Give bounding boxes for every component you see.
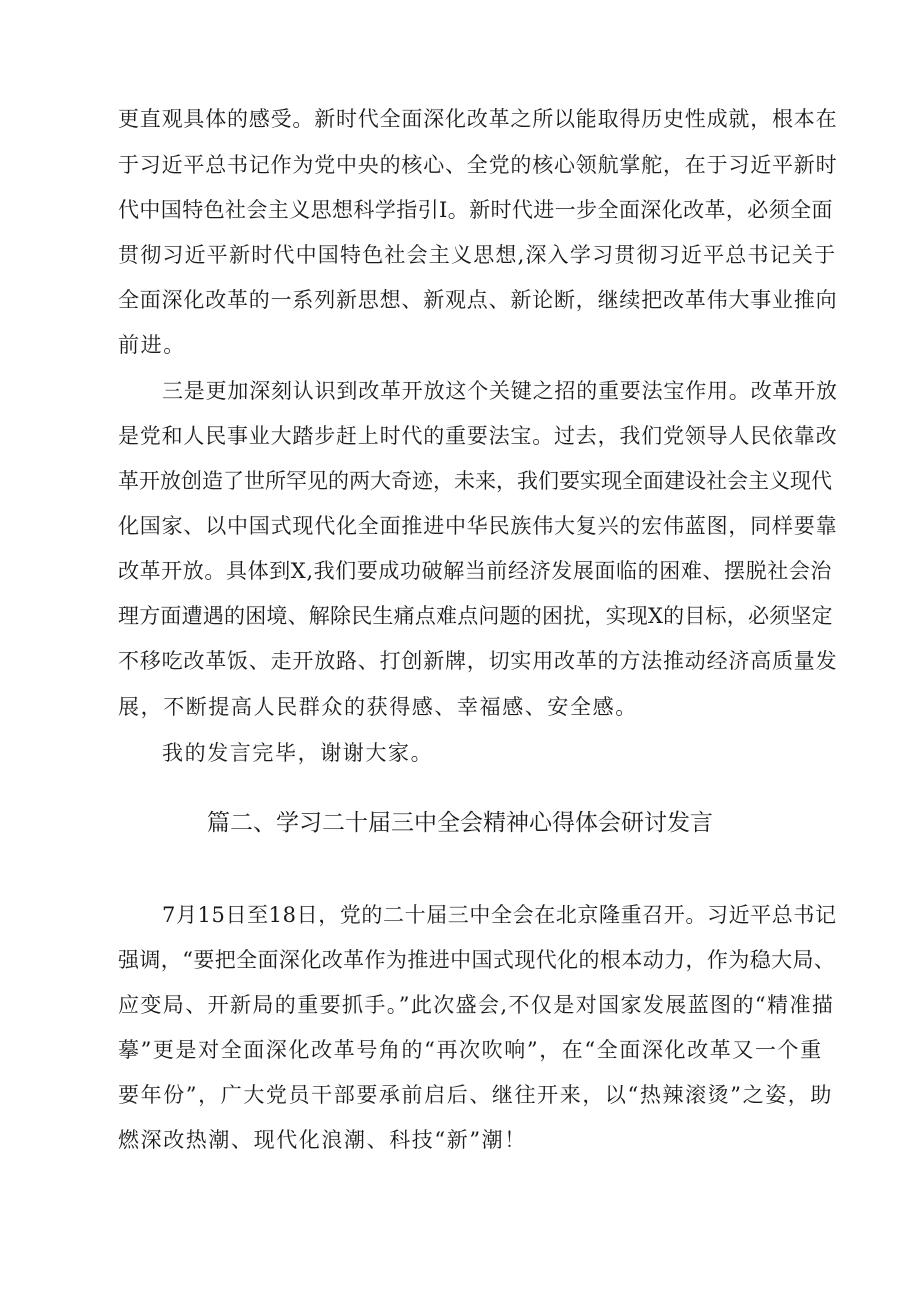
para4-line: 强调，“要把全面深化改革作为推进中国式现代化的根本动力，作为稳大局、 bbox=[118, 948, 836, 972]
para2-line: 三是更加深刻认识到改革开放这个关键之招的重要法宝作用。改革开放 bbox=[162, 379, 838, 403]
para3-line: 我的发言完毕，谢谢大家。 bbox=[162, 741, 434, 765]
para1-line: 前进。 bbox=[118, 333, 186, 357]
para1-line: 更直观具体的感受。新时代全面深化改革之所以能取得历史性成就，根本在 bbox=[118, 107, 838, 131]
para2-line: 展，不断提高人民群众的获得感、幸福感、安全感。 bbox=[118, 695, 638, 719]
para1-line: 全面深化改革的一系列新思想、新观点、新论断，继续把改革伟大事业推向 bbox=[118, 288, 838, 312]
para2-line: 是党和人民事业大踏步赶上时代的重要法宝。过去，我们党领导人民依靠改 bbox=[118, 424, 838, 448]
para1-line: 贯彻习近平新时代中国特色社会主义思想,深入学习贯彻习近平总书记关于 bbox=[118, 243, 837, 267]
para2-line: 不移吃改革饭、走开放路、打创新牌，切实用改革的方法推动经济高质量发 bbox=[118, 649, 838, 673]
para4-line: 燃深改热潮、现代化浪潮、科技“新”潮！ bbox=[118, 1128, 527, 1152]
para2-line: 改革开放。具体到X,我们要成功破解当前经济发展面临的困难、摆脱社会治 bbox=[118, 559, 833, 583]
para1-line: 于习近平总书记作为党中央的核心、全党的核心领航掌舵，在于习近平新时 bbox=[118, 153, 838, 177]
para4-line: 要年份”，广大党员干部要承前启后、继往开来，以“热辣滚烫”之姿，助 bbox=[118, 1083, 834, 1107]
para2-line: 化国家、以中国式现代化全面推进中华民族伟大复兴的宏伟蓝图，同样要靠 bbox=[118, 514, 838, 538]
para4-line: 7月15日至18日，党的二十届三中全会在北京隆重召开。习近平总书记 bbox=[162, 903, 837, 927]
para1-line: 代中国特色社会主义思想科学指引I。新时代进一步全面深化改革，必须全面 bbox=[118, 198, 833, 222]
para4-line: 摹”更是对全面深化改革号角的“再次吹响”，在“全面深化改革又一个重 bbox=[118, 1038, 823, 1062]
para4-line: 应变局、开新局的重要抓手。”此次盛会,不仅是对国家发展蓝图的“精准描 bbox=[118, 993, 835, 1017]
para2-line: 理方面遭遇的困境、解除民生痛点难点问题的困扰，实现X的目标，必须坚定 bbox=[118, 604, 833, 628]
section-title: 篇二、学习二十届三中全会精神心得体会研讨发言 bbox=[207, 810, 713, 836]
para2-line: 革开放创造了世所罕见的两大奇迹，未来，我们要实现全面建设社会主义现代 bbox=[118, 469, 832, 493]
